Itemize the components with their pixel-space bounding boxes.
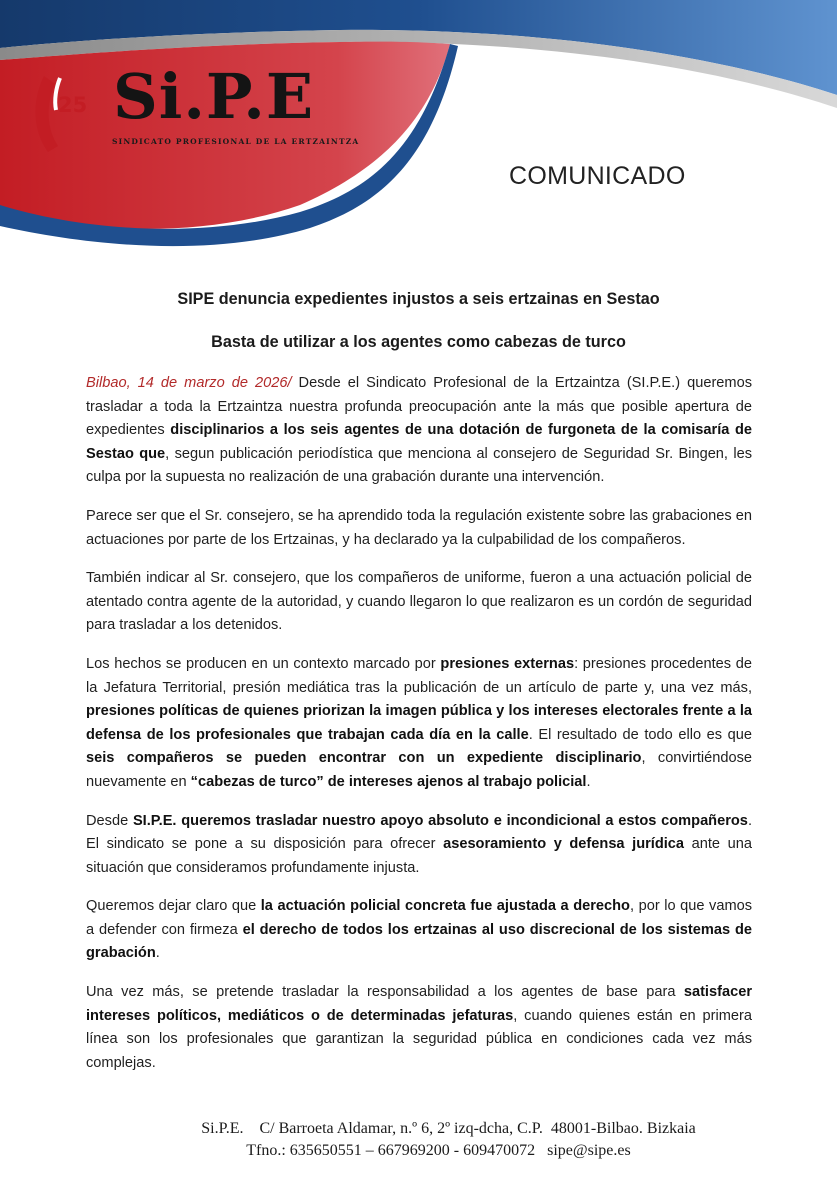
logo-subtitle: SINDICATO PROFESIONAL DE LA ERTZAINTZA <box>112 137 360 146</box>
paragraph-6: Queremos dejar claro que la actuación policial concreta fue ajustada a derecho, por lo que vamos a defender con firmeza el derecho de todos los ertzainas al uso discrecional de los sistemas de grabación. <box>86 898 753 962</box>
paragraph-5: Desde SI.P.E. queremos trasladar nuestro apoyo absoluto e incondicional a estos compañeros. El sindicato se pone a su disposición para ofrecer asesoramiento y defensa jurídica ante una situación que consideramos profundamente injusta. <box>86 812 752 876</box>
paragraph-4: Los hechos se producen en un contexto marcado por presiones externas: presiones procedentes de la Jefatura Territorial, presión mediática tras la publicación de un artículo de parte y, una vez más, presiones políticas de quienes priorizan la imagen pública y los intereses electorales frente a la defensa de los profesionales que trabajan cada día en la calle. El resultado de todo ello es que seis compañeros se pueden encontrar con un expediente disciplinario, convirtiéndose nuevamente en “cabezas de turco” de intereses ajenos al trabajo policial. <box>86 655 753 790</box>
footer <box>0 1118 837 1162</box>
footer-address: Si.P.E. C/ Barroeta Aldamar, n.º 6, 2º izq-dcha, C.P. 48001-Bilbao. Bizkaia <box>201 1120 696 1137</box>
paragraph-1: Bilbao, 14 de marzo de 2026/ Desde el Sindicato Profesional de la Ertzaintza (SI.P.E.) queremos trasladar a toda la Ertzaintza nuestra profunda preocupación ante la más que posible apertura de expedientes disciplinarios a los seis agentes de una dotación de furgoneta de la comisaría de Sestao que, segun publicación periodística que menciona al consejero de Seguridad Sr. Bingen, les culpa por la supuesta no realización de una grabación durante una intervención. <box>86 375 752 486</box>
logo-badge: 25 <box>58 93 88 117</box>
document-body <box>86 372 752 1090</box>
date-location: Bilbao, 14 de marzo de 2026/ <box>86 375 292 391</box>
document-subtitle: Basta de utilizar a los agentes como cabezas de turco <box>211 333 626 351</box>
paragraph-2: Parece ser que el Sr. consejero, se ha aprendido toda la regulación existente sobre las grabaciones en actuaciones por parte de los Ertzainas, y ha declarado ya la culpabilidad de los compañeros. <box>86 507 752 548</box>
document-type: COMUNICADO <box>509 162 686 190</box>
logo: Si.P.E <box>113 60 315 133</box>
paragraph-7: Una vez más, se pretende trasladar la responsabilidad a los agentes de base para satisfacer intereses políticos, mediáticos o de determinadas jefaturas, cuando quienes están en primera línea son los profesionales que garantizan la seguridad pública en condiciones cada vez más complejas. <box>86 984 752 1071</box>
document-title: SIPE denuncia expedientes injustos a seis ertzainas en Sestao <box>177 290 660 308</box>
footer-contact: Tfno.: 635650551 – 667969200 - 609470072 sipe@sipe.es <box>246 1142 631 1159</box>
paragraph-3: También indicar al Sr. consejero, que los compañeros de uniforme, fueron a una actuación policial de atentado contra agente de la autoridad, y cuando llegaron lo que realizaron es un cordón de seguridad para trasladar a los detenidos. <box>86 570 752 634</box>
